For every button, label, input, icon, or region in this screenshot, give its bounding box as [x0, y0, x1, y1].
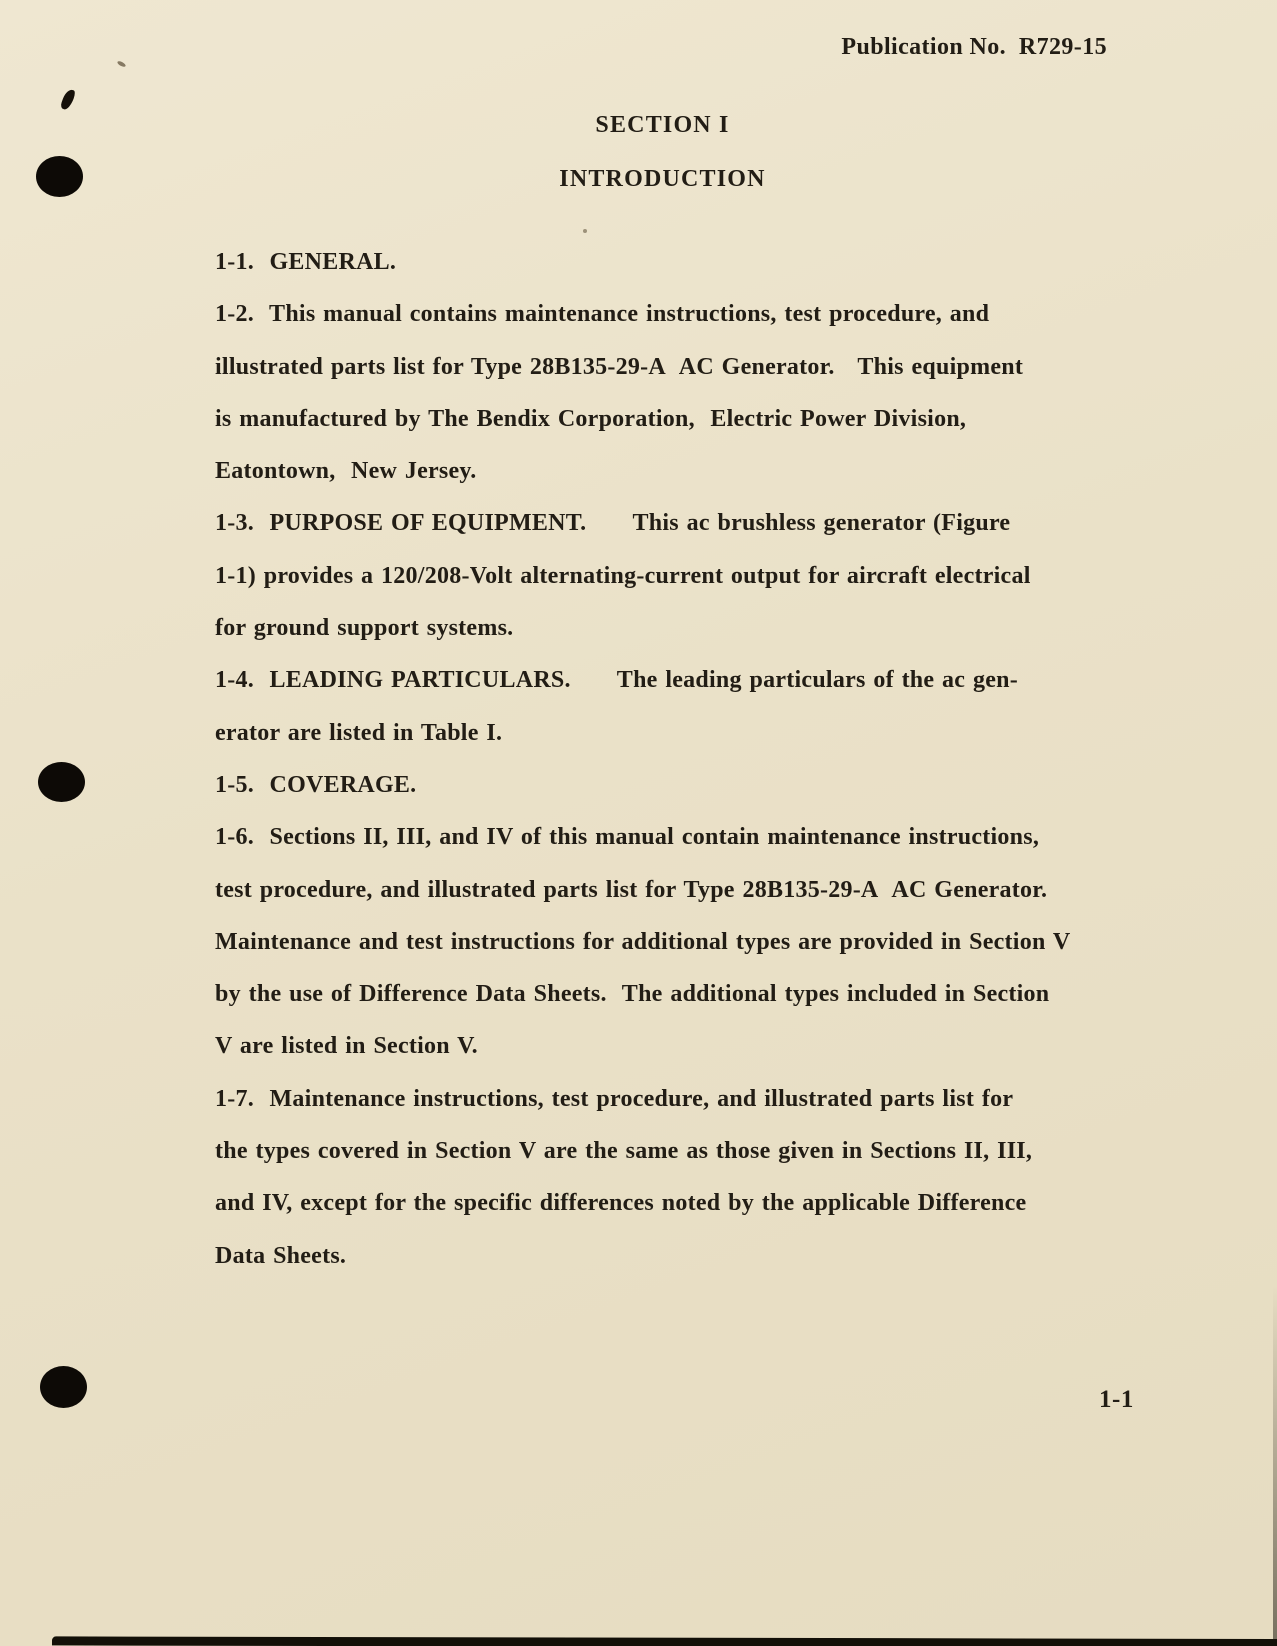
- section-title: SECTION I: [595, 112, 730, 138]
- text-line: V are listed in Section V.: [215, 1033, 478, 1060]
- ink-blot-mark: [60, 88, 77, 111]
- text-line: the types covered in Section V are the same as those given in Sections II, III,: [215, 1138, 1033, 1165]
- text-line: 1-2. This manual contains maintenance instructions, test procedure, and: [215, 301, 990, 328]
- text-line: erator are listed in Table I.: [215, 719, 503, 746]
- scan-edge-right: [1273, 1286, 1277, 1646]
- text-line: Maintenance and test instructions for additional types are provided in Section V: [215, 928, 1071, 955]
- scan-edge-bottom: [52, 1636, 1277, 1646]
- text-line: 1-1. GENERAL.: [215, 249, 397, 275]
- text-line: for ground support systems.: [215, 615, 514, 642]
- page-number: 1-1: [1099, 1386, 1134, 1413]
- text-line: 1-4. LEADING PARTICULARS. The leading particulars of the ac gen-: [215, 667, 1018, 694]
- text-line: and IV, except for the specific differences noted by the applicable Difference: [215, 1190, 1027, 1217]
- text-line: Data Sheets.: [215, 1242, 347, 1269]
- text-line: test procedure, and illustrated parts list for Type 28B135-29-A AC Generator.: [215, 876, 1048, 903]
- text-line: 1-1) provides a 120/208-Volt alternating-current output for aircraft electrical: [215, 562, 1031, 589]
- section-subtitle: INTRODUCTION: [559, 166, 766, 192]
- publication-number: Publication No. R729-15: [841, 34, 1107, 60]
- body-text: [215, 236, 1197, 1282]
- text-line: 1-3. PURPOSE OF EQUIPMENT. This ac brushless generator (Figure: [215, 510, 1011, 537]
- pencil-tick-mark: [117, 60, 127, 68]
- paper-speck: [583, 229, 587, 233]
- hole-punch-middle: [38, 762, 85, 802]
- text-line: 1-7. Maintenance instructions, test procedure, and illustrated parts list for: [215, 1085, 1014, 1112]
- text-line: 1-6. Sections II, III, and IV of this manual contain maintenance instructions,: [215, 824, 1040, 851]
- text-line: Eatontown, New Jersey.: [215, 458, 477, 485]
- hole-punch-bottom: [40, 1366, 87, 1408]
- text-line: by the use of Difference Data Sheets. The additional types included in Section: [215, 981, 1050, 1008]
- text-line: illustrated parts list for Type 28B135-29-A AC Generator. This equipment: [215, 353, 1024, 380]
- text-line: 1-5. COVERAGE.: [215, 771, 417, 798]
- text-line: is manufactured by The Bendix Corporation, Electric Power Division,: [215, 405, 967, 432]
